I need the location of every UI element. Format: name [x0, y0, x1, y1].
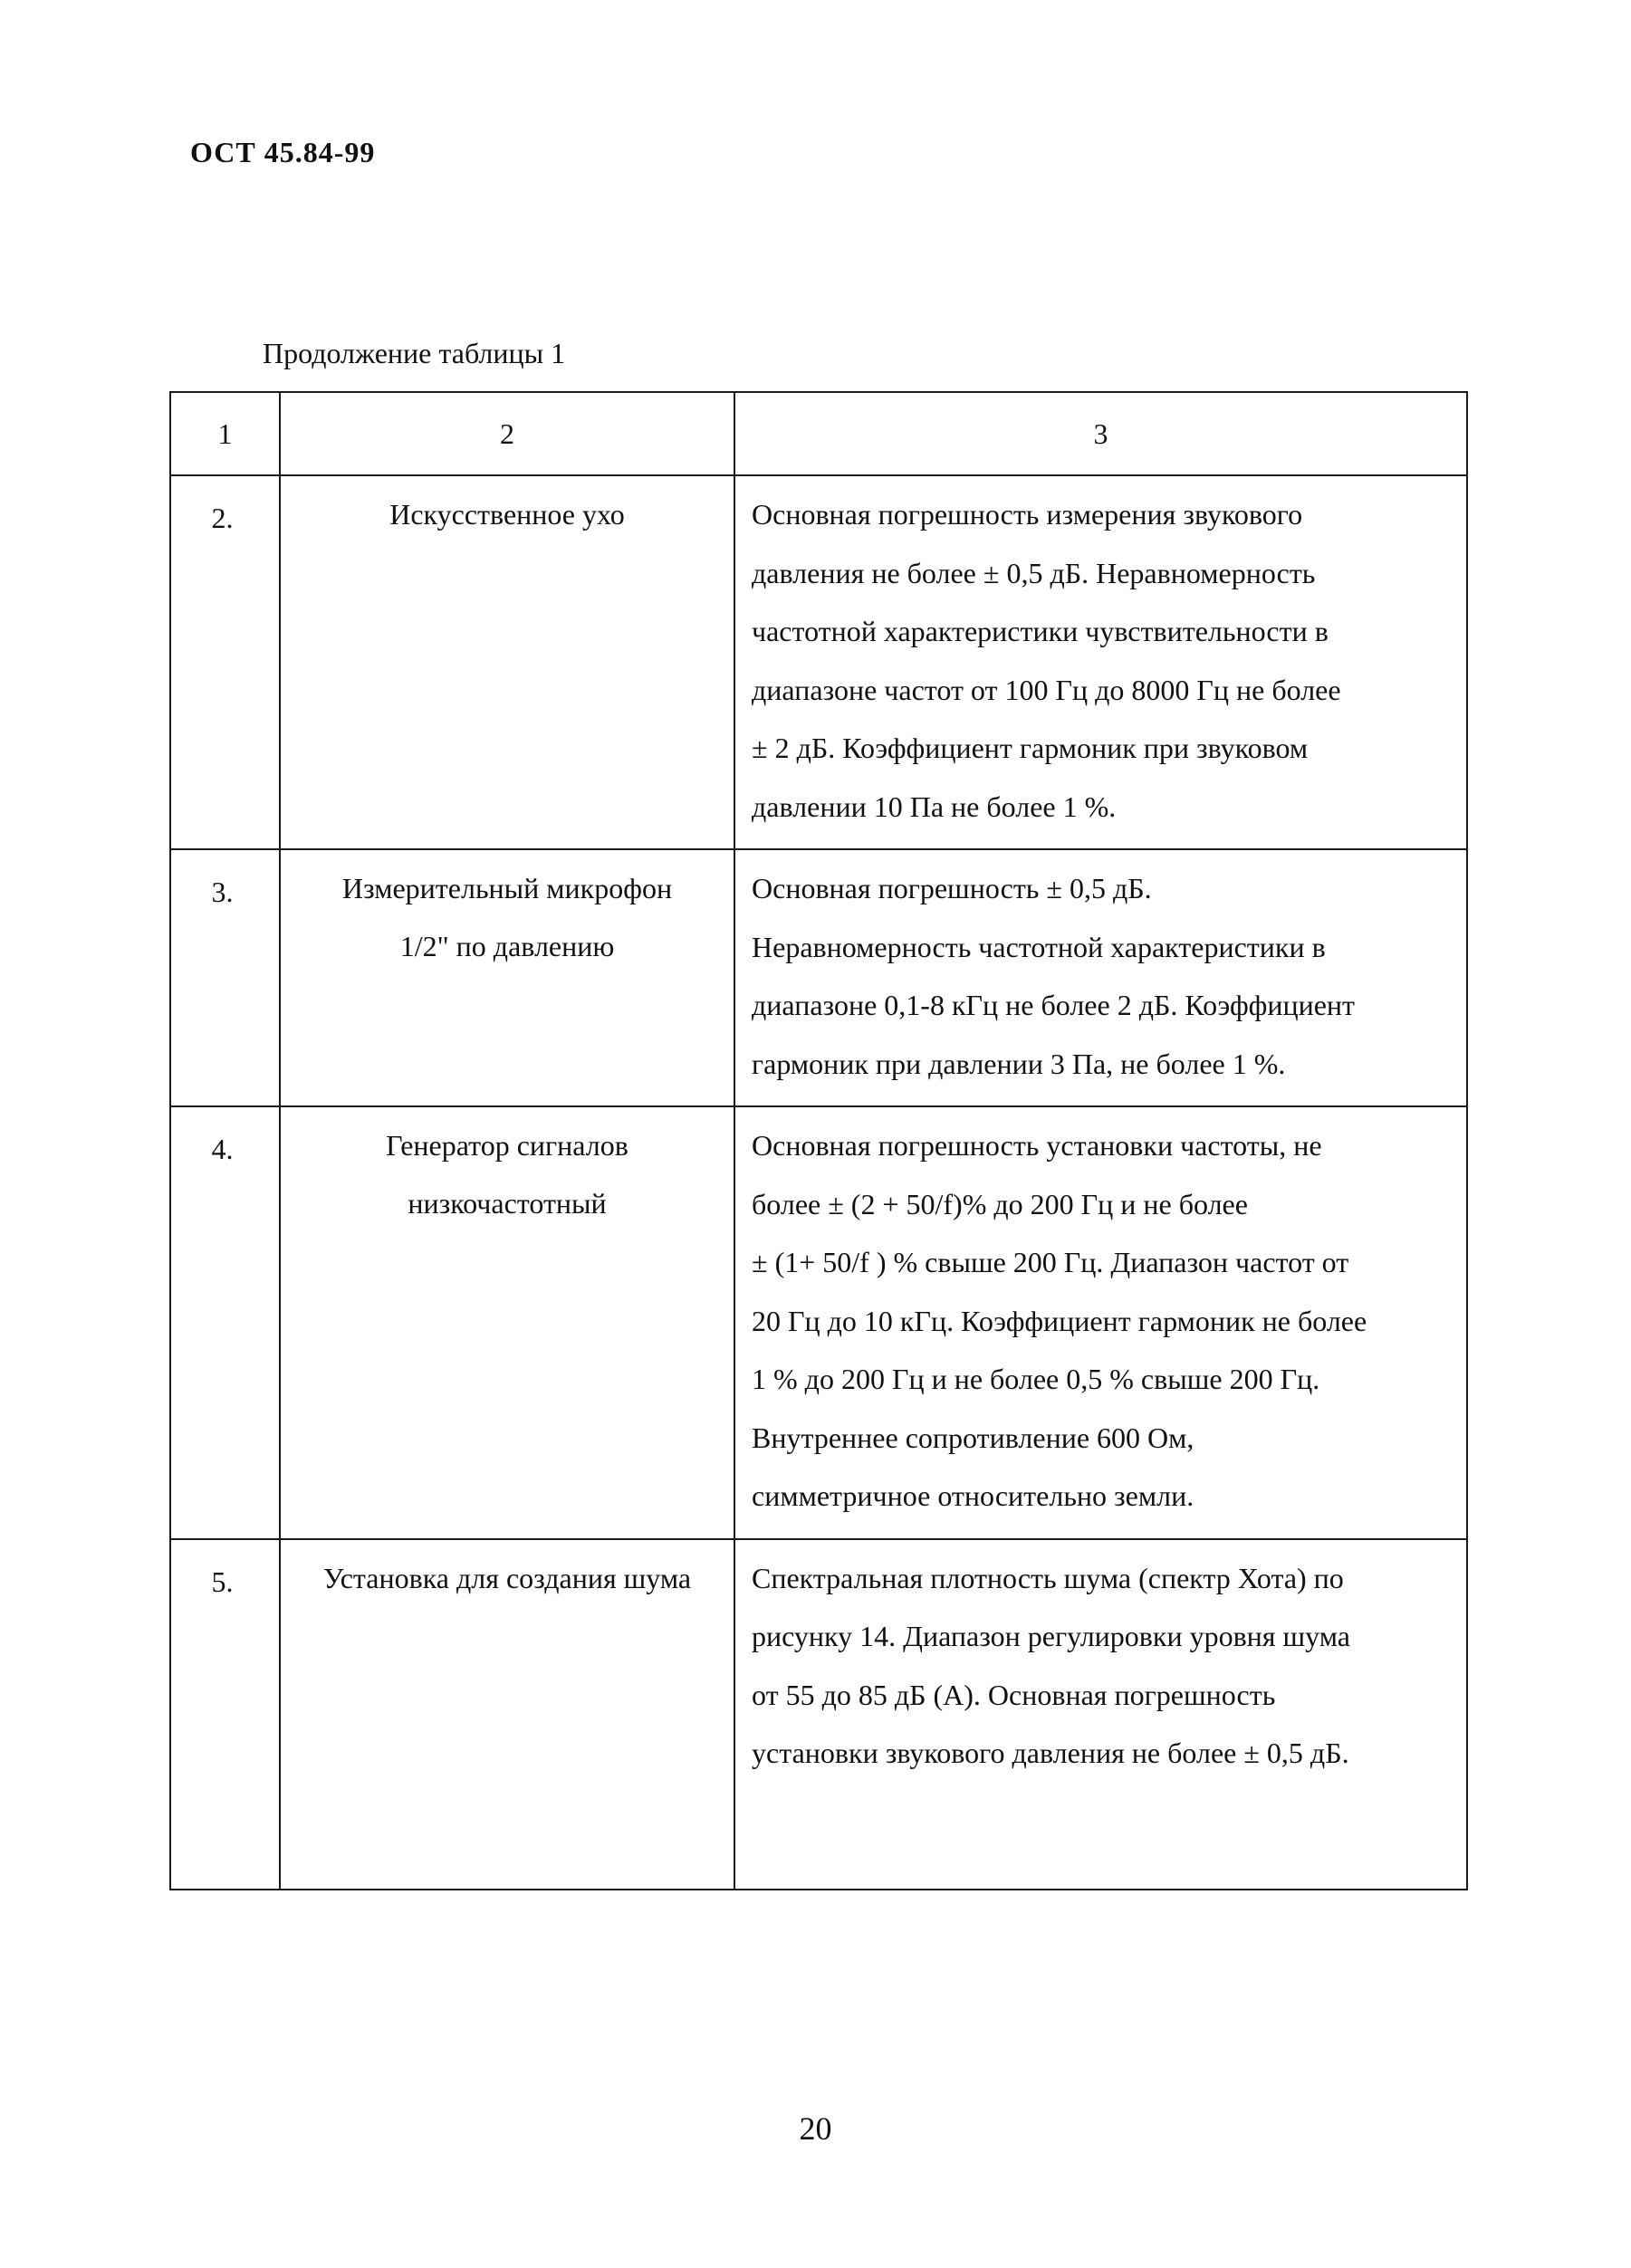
equipment-name [280, 1539, 734, 1890]
table-row [170, 1539, 1467, 1890]
equipment-name-line: Измерительный микрофон [341, 872, 673, 904]
row-number: 2. [170, 475, 280, 849]
document-code: ОСТ 45.84-99 [190, 136, 376, 168]
spec-line: Основная погрешность измерения звукового [752, 498, 1303, 531]
spec-line: от 55 до 85 дБ (А). Основная погрешность [752, 1678, 1276, 1711]
table-row [170, 475, 1467, 849]
spec-line: диапазоне частот от 100 Гц до 8000 Гц не более [752, 673, 1341, 706]
table-header-row [170, 392, 1467, 475]
equipment-specification [734, 475, 1467, 849]
equipment-name-line: Установка для создания шума [322, 1561, 692, 1594]
column-header-1: 1 [170, 392, 280, 475]
spec-line: диапазоне 0,1-8 кГц не более 2 дБ. Коэффициент [752, 989, 1355, 1021]
spec-line: ± (1+ 50/f ) % свыше 200 Гц. Диапазон частот от [752, 1246, 1349, 1278]
column-header-2: 2 [280, 392, 734, 475]
equipment-name-line: низкочастотный [408, 1187, 607, 1220]
spec-line: давления не более ± 0,5 дБ. Неравномерность [752, 556, 1316, 589]
row-number: 3. [170, 849, 280, 1106]
equipment-name-line: Искусственное ухо [389, 498, 625, 531]
equipment-name-line: Генератор сигналов [386, 1129, 628, 1162]
spec-line: давлении 10 Па не более 1 %. [752, 789, 1117, 823]
spec-line: 1 % до 200 Гц и не более 0,5 % свыше 200 Гц. [752, 1363, 1320, 1395]
spec-line: Спектральная плотность шума (спектр Хота) по [752, 1561, 1344, 1594]
spec-line: установки звукового давления не более ± 0,5 дБ. [752, 1737, 1349, 1769]
page-number: 20 [799, 2110, 832, 2147]
table-row [170, 1106, 1467, 1539]
row-number: 4. [170, 1106, 280, 1539]
column-header-3: 3 [734, 392, 1467, 475]
spec-line: ± 2 дБ. Коэффициент гармоник при звуковом [752, 732, 1309, 764]
equipment-specification [734, 849, 1467, 1106]
spec-line: Внутреннее сопротивление 600 Ом, [752, 1421, 1194, 1454]
spec-line: рисунку 14. Диапазон регулировки уровня шума [752, 1620, 1350, 1652]
equipment-name [280, 849, 734, 1106]
spec-line: Неравномерность частотной характеристики в [752, 930, 1326, 963]
row-number: 5. [170, 1539, 280, 1890]
specification-table [169, 391, 1468, 1890]
spec-line: Основная погрешность ± 0,5 дБ. [752, 872, 1152, 904]
spec-line: Основная погрешность установки частоты, не [752, 1129, 1322, 1162]
equipment-name-line: 1/2" по давлению [399, 930, 615, 962]
equipment-specification [734, 1539, 1467, 1890]
spec-line: симметричное относительно земли. [752, 1479, 1194, 1512]
spec-line: частотной характеристики чувствительности в [752, 615, 1329, 647]
table-row [170, 849, 1467, 1106]
spec-line: 20 Гц до 10 кГц. Коэффициент гармоник не более [752, 1304, 1367, 1337]
equipment-name [280, 1106, 734, 1539]
equipment-name [280, 475, 734, 849]
equipment-specification [734, 1106, 1467, 1539]
table-caption: Продолжение таблицы 1 [263, 337, 566, 369]
spec-line: более ± (2 + 50/f)% до 200 Гц и не более [752, 1187, 1248, 1220]
spec-line: гармоник при давлении 3 Па, не более 1 %. [752, 1047, 1286, 1080]
